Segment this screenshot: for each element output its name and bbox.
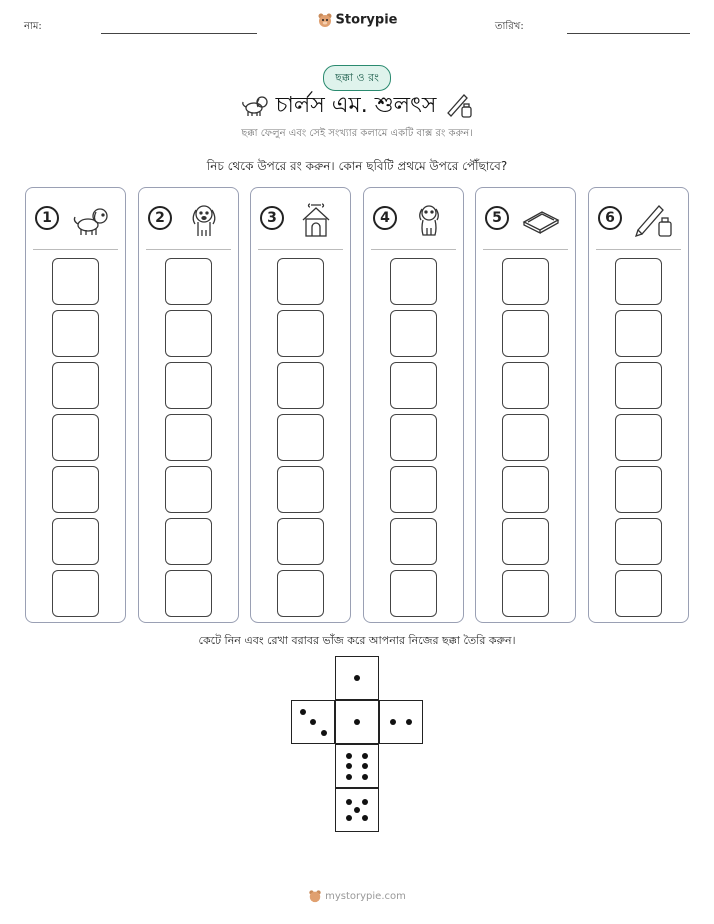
die-pip (346, 763, 352, 769)
die-pip (406, 719, 412, 725)
color-box[interactable] (390, 414, 437, 461)
column-number: 2 (148, 206, 172, 230)
color-box[interactable] (502, 362, 549, 409)
color-box[interactable] (615, 258, 662, 305)
die-pip (300, 709, 306, 715)
die-face (335, 744, 379, 788)
column-divider (33, 249, 118, 250)
race-column (250, 187, 351, 623)
name-line[interactable] (101, 33, 257, 34)
die-pip (390, 719, 396, 725)
color-box[interactable] (277, 518, 324, 565)
name-label: নাম: (24, 21, 42, 32)
title-text: চার্লস এম. শুলৎস (275, 93, 437, 118)
color-box[interactable] (277, 310, 324, 357)
color-box[interactable] (390, 310, 437, 357)
color-box[interactable] (502, 518, 549, 565)
color-box[interactable] (502, 258, 549, 305)
color-box[interactable] (615, 570, 662, 617)
column-number: 3 (260, 206, 284, 230)
die-pip (346, 774, 352, 780)
race-column (138, 187, 239, 623)
race-column (25, 187, 126, 623)
doghouse-icon (295, 200, 337, 240)
color-box[interactable] (277, 414, 324, 461)
color-box[interactable] (615, 518, 662, 565)
cut-instruction: কেটে নিন এবং রেখা বরাবর ভাঁজ করে আপনার নিজের ছক্কা তৈরি করুন। (198, 634, 516, 647)
race-column (363, 187, 464, 623)
die-pip (362, 774, 368, 780)
color-box[interactable] (277, 570, 324, 617)
die-face (335, 700, 379, 744)
date-line[interactable] (567, 33, 690, 34)
sketchbook-icon (520, 200, 562, 240)
die-pip (362, 799, 368, 805)
die-face (335, 656, 379, 700)
color-box[interactable] (615, 310, 662, 357)
color-box[interactable] (165, 258, 212, 305)
column-number: 1 (35, 206, 59, 230)
color-box[interactable] (390, 466, 437, 513)
die-pip (346, 799, 352, 805)
color-box[interactable] (502, 414, 549, 461)
color-box[interactable] (615, 414, 662, 461)
column-number: 5 (485, 206, 509, 230)
die-pip (362, 753, 368, 759)
column-divider (371, 249, 456, 250)
color-box[interactable] (277, 362, 324, 409)
color-box[interactable] (165, 466, 212, 513)
color-box[interactable] (165, 414, 212, 461)
die-pip (354, 719, 360, 725)
color-box[interactable] (52, 310, 99, 357)
color-box[interactable] (390, 570, 437, 617)
column-number: 6 (598, 206, 622, 230)
color-box[interactable] (165, 518, 212, 565)
rules-text: ছক্কা ফেলুন এবং সেই সংখ্যার কলামে একটি বাক্স রং করুন। (241, 128, 473, 139)
color-box[interactable] (52, 258, 99, 305)
color-box[interactable] (52, 466, 99, 513)
pen-and-ink-icon (633, 200, 675, 240)
die-pip (321, 730, 327, 736)
color-box[interactable] (390, 518, 437, 565)
die-pip (362, 815, 368, 821)
column-divider (483, 249, 568, 250)
color-box[interactable] (615, 466, 662, 513)
color-box[interactable] (52, 518, 99, 565)
page-title (0, 88, 714, 125)
sitting-puppy-icon (408, 200, 450, 240)
puppy-icon (70, 200, 112, 240)
color-box[interactable] (52, 570, 99, 617)
color-box[interactable] (502, 570, 549, 617)
die-pip (362, 763, 368, 769)
race-column (588, 187, 689, 623)
die-pip (346, 753, 352, 759)
column-divider (258, 249, 343, 250)
bear-logo-icon (317, 12, 333, 28)
race-column (475, 187, 576, 623)
color-box[interactable] (52, 362, 99, 409)
color-box[interactable] (165, 362, 212, 409)
die-pip (354, 807, 360, 813)
floppy-ear-dog-icon (183, 200, 225, 240)
die-face (335, 788, 379, 832)
die-pip (310, 719, 316, 725)
color-box[interactable] (390, 362, 437, 409)
color-box[interactable] (502, 310, 549, 357)
color-box[interactable] (390, 258, 437, 305)
color-box[interactable] (277, 258, 324, 305)
brand-logo (0, 12, 714, 28)
bear-logo-icon (308, 889, 322, 903)
brand-name: Storypie (335, 12, 398, 28)
date-label: তারিখ: (495, 21, 524, 32)
column-divider (146, 249, 231, 250)
color-box[interactable] (615, 362, 662, 409)
footer (0, 889, 714, 903)
dog-icon (240, 93, 270, 119)
die-face (291, 700, 335, 744)
footer-url: mystorypie.com (325, 891, 406, 902)
pen-and-ink-icon (444, 91, 474, 121)
die-pip (346, 815, 352, 821)
color-box[interactable] (165, 310, 212, 357)
die-pip (354, 675, 360, 681)
color-box[interactable] (52, 414, 99, 461)
category-badge: ছক্কা ও রং (323, 65, 391, 91)
color-box[interactable] (165, 570, 212, 617)
color-box[interactable] (277, 466, 324, 513)
column-number: 4 (373, 206, 397, 230)
instruction-text: নিচ থেকে উপরে রং করুন। কোন ছবিটি প্রথমে উপরে পৌঁছাবে? (206, 159, 508, 173)
die-face (379, 700, 423, 744)
column-divider (596, 249, 681, 250)
color-box[interactable] (502, 466, 549, 513)
